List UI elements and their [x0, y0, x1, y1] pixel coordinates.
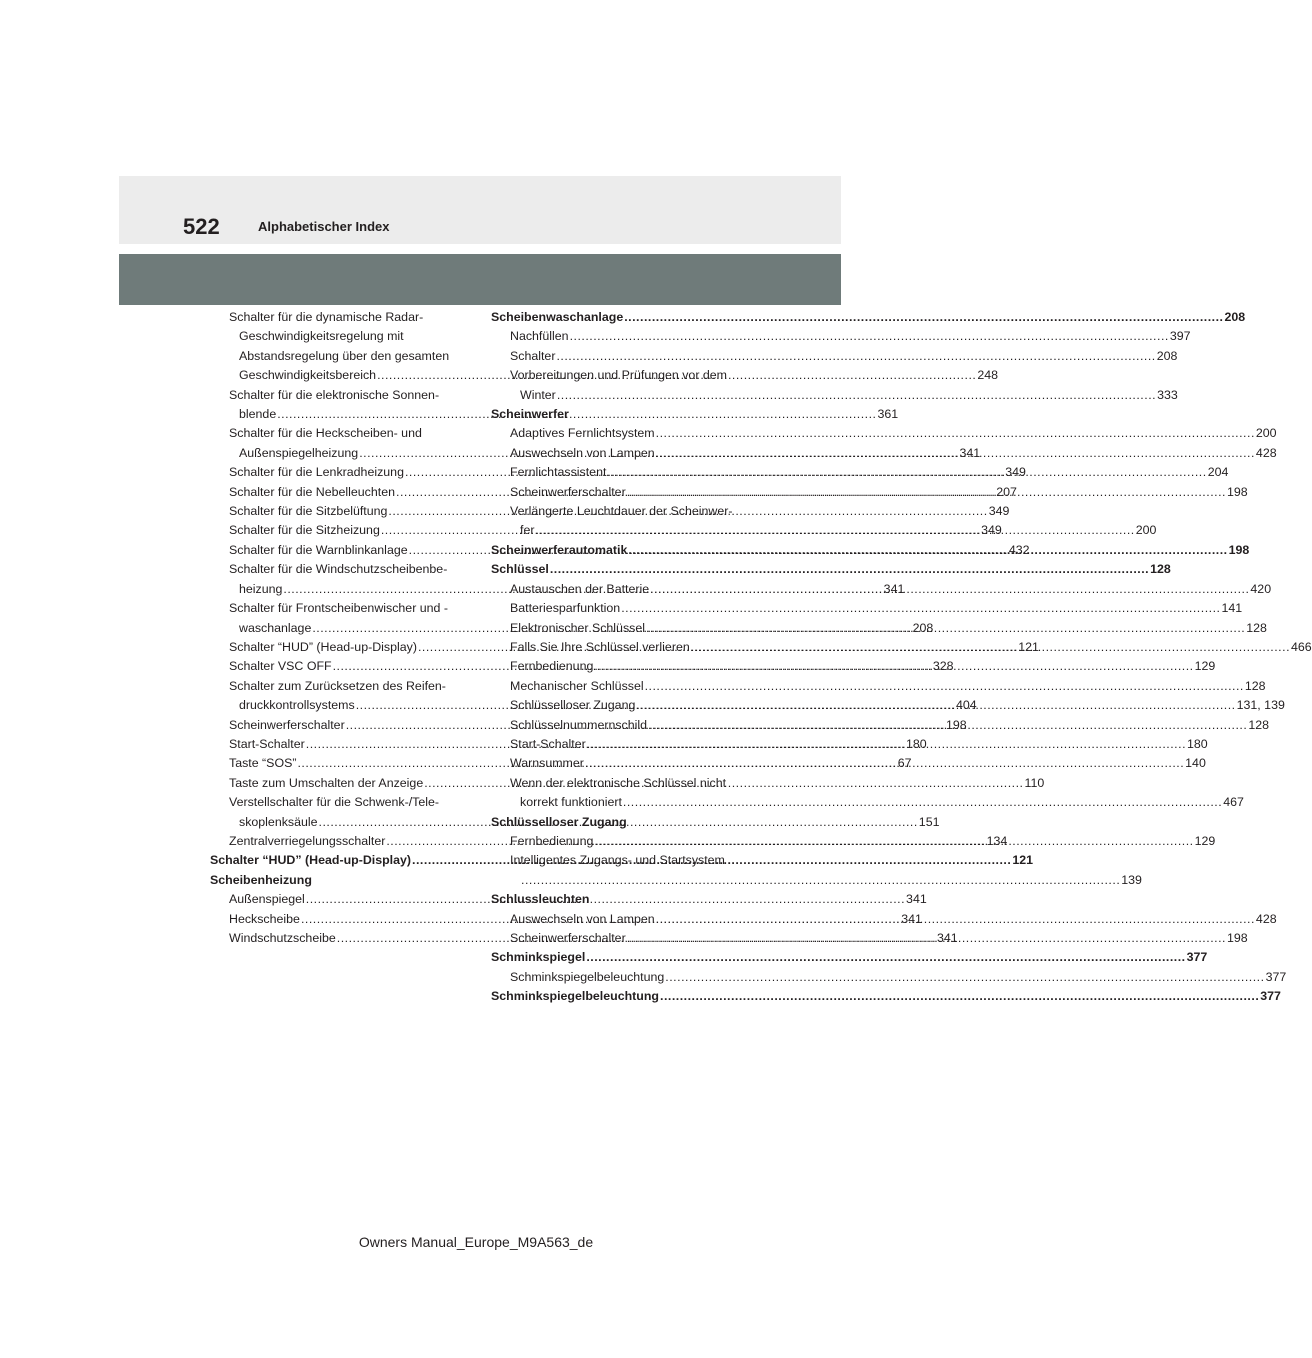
index-entry — [491, 405, 743, 424]
index-term: Fernbedienung — [510, 659, 594, 674]
index-entry-term-line — [491, 308, 1246, 327]
index-term: Schminkspiegelbeleuchtung — [491, 989, 659, 1004]
index-entry-term-line — [510, 347, 1178, 366]
index-entry — [491, 599, 1243, 618]
index-entry-term-line — [510, 327, 1191, 346]
page-number: 522 — [183, 214, 220, 239]
dot-leader — [624, 308, 1223, 327]
page-reference: 432 — [1008, 542, 1030, 557]
index-term: Schlüsselloser Zugang — [491, 814, 627, 829]
page-reference: 208 — [1224, 310, 1246, 324]
dot-leader — [623, 795, 1222, 809]
page-reference: 208 — [1156, 348, 1178, 363]
page-reference: 180 — [1187, 736, 1208, 751]
index-entry-line: Schalter für die dynamische Radar- — [229, 310, 424, 324]
page-reference: 141 — [1221, 601, 1243, 616]
page-reference: 129 — [1194, 833, 1216, 848]
index-entry-line: Schalter für Frontscheibenwischer und - — [229, 601, 449, 616]
index-term: Geschwindigkeitsbereich — [239, 368, 377, 383]
page-reference: 207 — [996, 484, 1017, 499]
index-entry-term-line — [491, 813, 743, 832]
dot-leader — [521, 873, 1120, 887]
index-entry-term-line — [510, 599, 1243, 618]
index-entry — [491, 890, 743, 909]
dot-leader — [627, 483, 1226, 502]
dot-leader — [648, 716, 1247, 735]
index-term: Zentralverriegelungsschalter — [229, 833, 386, 848]
index-term: Fernlichtassistent — [510, 465, 607, 480]
page-reference: 361 — [877, 407, 899, 422]
page-reference: 248 — [977, 368, 999, 383]
index-term: Auswechseln von Lampen — [510, 911, 655, 926]
dot-leader — [587, 735, 1186, 754]
index-entry — [491, 347, 1178, 366]
index-term: Winter — [520, 387, 556, 402]
index-term: Schlüsselloser Zugang — [510, 698, 636, 713]
index-term: Scheinwerferschalter — [510, 931, 626, 945]
index-entry — [491, 987, 1281, 1006]
index-term: Schalter für die Sitzbelüftung — [229, 504, 388, 519]
index-entry-term-line — [510, 871, 1142, 890]
dot-leader — [570, 327, 1169, 346]
page-reference: 121 — [1012, 853, 1033, 868]
index-entry — [210, 735, 927, 754]
index-term: Schalter “HUD” (Head-up-Display) — [210, 853, 412, 868]
page-reference: 204 — [1207, 465, 1229, 480]
footer — [0, 1233, 960, 1251]
page-reference: 349 — [988, 504, 1010, 519]
dot-leader — [691, 638, 1290, 657]
index-term: Scheibenheizung — [210, 872, 312, 887]
index-entry-line: Vorbereitungen und Prüfungen vor dem — [510, 368, 727, 383]
page-reference: 341 — [883, 581, 905, 596]
index-term: Nachfüllen — [510, 329, 569, 344]
index-term: Windschutzscheibe — [229, 931, 336, 945]
index-entry-term-line — [510, 424, 1277, 443]
page-reference: 333 — [1157, 387, 1178, 402]
dot-leader — [594, 832, 1193, 851]
index-entry-line: Geschwindigkeitsregelung mit — [239, 329, 404, 344]
index-entry-line: Schalter für die Heckscheiben- und — [229, 426, 422, 441]
page-reference: 428 — [1255, 911, 1277, 926]
page-reference: 128 — [1150, 562, 1171, 577]
page-reference: 198 — [945, 717, 967, 732]
index-term: Taste “SOS” — [229, 756, 297, 771]
dot-leader — [621, 599, 1220, 618]
dot-leader — [656, 424, 1255, 443]
index-entry — [491, 948, 1208, 967]
section-title: Alphabetischer Index — [258, 219, 390, 234]
index-term: Schalter für die Lenkradheizung — [229, 465, 404, 480]
page-reference: 328 — [932, 659, 954, 674]
index-entry-line: Verlängerte Leuchtdauer der Scheinwer- — [510, 504, 733, 519]
page-reference: 200 — [1255, 426, 1277, 441]
page-reference: 121 — [1018, 639, 1039, 654]
index-term: Warnsummer — [510, 756, 584, 771]
index-term: Scheinwerferschalter — [229, 717, 345, 732]
dot-leader — [535, 523, 1134, 537]
dot-leader — [628, 541, 1227, 560]
index-entry-term-line — [510, 386, 1178, 405]
index-term: Außenspiegel — [229, 892, 305, 907]
index-entry-line: Schalter für die elektronische Sonnen- — [229, 387, 440, 402]
index-entry — [491, 327, 1191, 346]
page-reference: 428 — [1255, 445, 1277, 460]
index-term: Schalter VSC OFF — [229, 659, 332, 674]
dot-leader — [656, 910, 1255, 929]
index-term: Start-Schalter — [510, 736, 586, 751]
page-reference: 377 — [1265, 969, 1287, 984]
page-reference: 151 — [918, 814, 940, 829]
index-term: blende — [239, 407, 277, 422]
index-entry-line: Intelligentes Zugangs- und Startsystem — [510, 853, 725, 868]
index-entry-line: Abstandsregelung über den gesamten — [239, 348, 450, 363]
page-reference: 341 — [937, 931, 958, 945]
index-term: Heckscheibe — [229, 911, 300, 926]
dot-leader — [627, 929, 1226, 948]
dot-leader — [556, 347, 1155, 366]
page-reference: 349 — [1005, 465, 1026, 480]
page-reference: 140 — [1185, 756, 1206, 771]
dot-leader — [607, 463, 1206, 482]
index-term: Start-Schalter — [229, 736, 305, 751]
index-entry-line: Verstellschalter für die Schwenk-/Tele- — [229, 795, 440, 810]
dot-leader — [550, 560, 1149, 579]
index-term: Falls Sie Ihre Schlüssel verlieren — [510, 639, 690, 654]
index-term: korrekt funktioniert — [520, 795, 622, 810]
index-entry — [491, 424, 1277, 443]
index-entry — [491, 968, 1287, 987]
index-term: druckkontrollsystems — [239, 698, 355, 713]
dot-leader — [650, 580, 1249, 599]
page-reference: 341 — [901, 911, 922, 926]
index-term: Batteriesparfunktion — [510, 601, 621, 616]
index-term: Schlüsselnummernschild — [510, 717, 648, 732]
dot-leader — [557, 388, 1156, 402]
index-entry-line: Schalter zum Zurücksetzen des Reifen- — [229, 678, 446, 693]
index-term: Fernbedienung — [510, 833, 594, 848]
page-reference: 377 — [1260, 989, 1281, 1004]
index-term: Schlüssel — [491, 562, 549, 577]
page-reference: 467 — [1223, 795, 1244, 810]
index-entry-term-line — [491, 560, 1171, 579]
index-entry-term-line — [210, 871, 462, 890]
index-entry — [491, 735, 1208, 754]
dot-leader — [636, 696, 1235, 715]
dot-leader — [656, 444, 1255, 463]
index-entry — [491, 560, 1171, 579]
index-term: Taste zum Umschalten der Anzeige — [229, 775, 424, 790]
index-term: Scheinwerfer — [491, 407, 569, 422]
index-entry — [491, 813, 743, 832]
index-term: Adaptives Fernlichtsystem — [510, 426, 655, 441]
page-reference: 198 — [1226, 484, 1248, 499]
index-entry — [491, 308, 1246, 327]
index-term: skoplenksäule — [239, 814, 318, 829]
index-entry-term-line — [510, 677, 1266, 696]
index-term: Scheibenwaschanlage — [491, 310, 624, 324]
header-bar — [119, 254, 841, 305]
index-term: Schminkspiegelbeleuchtung — [510, 969, 665, 984]
index-term: Elektronischer Schlüssel — [510, 620, 645, 635]
page-reference: 139 — [1121, 872, 1142, 887]
index-entry — [491, 677, 1266, 696]
index-term: Schalter für die Sitzheizung — [229, 523, 380, 538]
index-term: Schalter für die Nebelleuchten — [229, 484, 395, 499]
index-term: Schalter für die Warnblinkanlage — [229, 542, 408, 557]
index-term: Mechanischer Schlüssel — [510, 678, 644, 693]
page-reference: 128 — [1246, 620, 1267, 635]
index-term: Schalter — [510, 348, 556, 363]
index-entry-term-line — [491, 987, 1281, 1006]
index-entry — [210, 871, 462, 890]
dot-leader — [645, 677, 1244, 696]
page-reference: 198 — [1228, 542, 1250, 557]
page-reference: 134 — [986, 833, 1008, 848]
page-reference: 110 — [1024, 775, 1045, 790]
page-reference: 131, 139 — [1236, 698, 1285, 713]
dot-leader — [646, 619, 1245, 638]
index-entry-term-line — [491, 948, 1208, 967]
index-term: Schminkspiegel — [491, 950, 586, 965]
page-reference: 200 — [1135, 523, 1157, 538]
index-term: waschanlage — [239, 620, 312, 635]
index-entry-term-line — [491, 890, 743, 909]
page-reference: 466 — [1291, 639, 1312, 654]
page-reference: 129 — [1194, 659, 1216, 674]
dot-leader — [585, 754, 1184, 773]
index-entry-line: Wenn der elektronische Schlüssel nicht — [510, 775, 727, 790]
dot-leader — [660, 987, 1259, 1006]
page-reference: 397 — [1169, 329, 1191, 344]
page-reference: 341 — [906, 892, 927, 907]
page-reference: 377 — [1186, 950, 1208, 965]
dot-leader — [594, 657, 1193, 676]
page-reference: 341 — [959, 445, 981, 460]
page-reference: 128 — [1248, 717, 1269, 732]
page-reference: 198 — [1226, 931, 1248, 945]
index-entry-term-line — [510, 968, 1287, 987]
index-term: Austauschen der Batterie — [510, 581, 650, 596]
index-entry-line: Schalter für die Windschutzscheibenbe- — [229, 562, 448, 577]
index-term: Schlussleuchten — [491, 892, 590, 907]
index-entry-term-line — [510, 735, 1208, 754]
page-reference: 404 — [955, 698, 977, 713]
page-reference: 349 — [981, 523, 1002, 538]
page-reference: 128 — [1244, 678, 1266, 693]
index-term: Scheinwerferautomatik — [491, 542, 628, 557]
index-term: fer — [520, 523, 535, 538]
page-reference: 420 — [1250, 581, 1272, 596]
index-term: heizung — [239, 581, 283, 596]
dot-leader — [586, 948, 1185, 967]
index-entry-term-line — [491, 405, 743, 424]
index-entry-term-line — [229, 735, 927, 754]
index-term: Scheinwerferschalter — [510, 484, 626, 499]
index-term: Auswechseln von Lampen — [510, 445, 655, 460]
index-term: Außenspiegelheizung — [239, 445, 359, 460]
page-reference: 180 — [906, 736, 927, 751]
page-reference: 208 — [912, 620, 934, 635]
page-reference: 67 — [897, 756, 912, 771]
footer-text: Owners Manual_Europe_M9A563_de — [358, 1234, 594, 1250]
index-entry-term-line — [510, 793, 1244, 812]
index-term: Schalter “HUD” (Head-up-Display) — [229, 639, 417, 654]
dot-leader — [665, 968, 1264, 987]
